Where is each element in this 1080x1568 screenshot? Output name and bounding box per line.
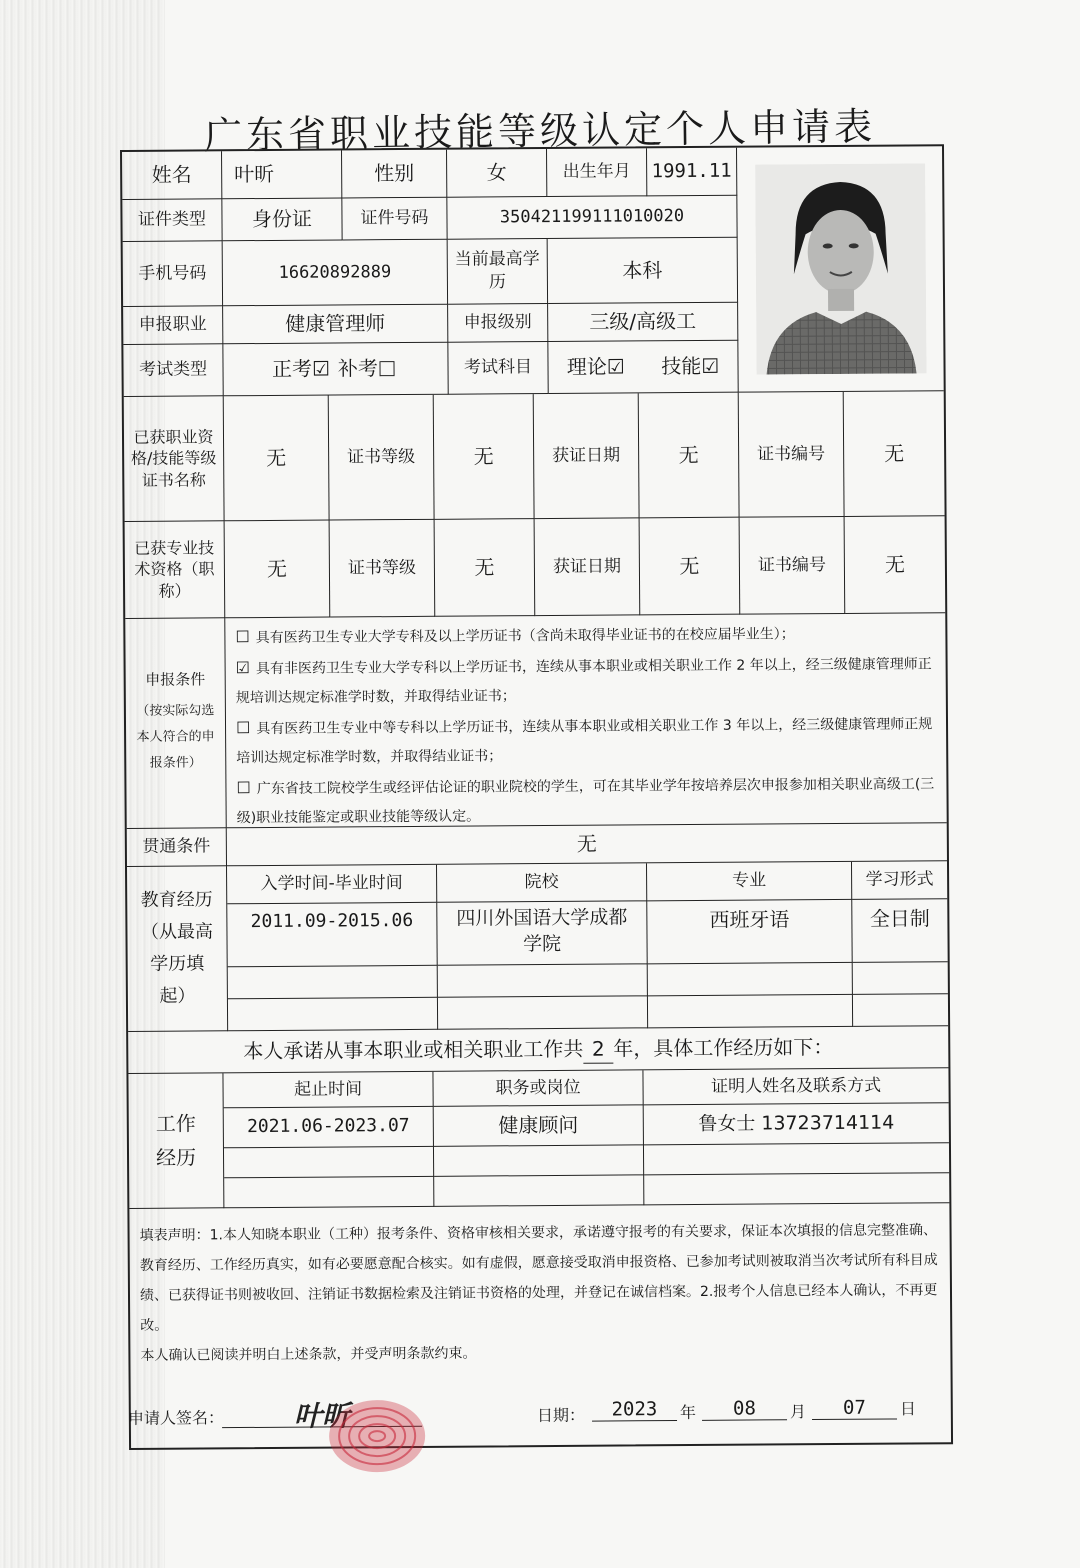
edu-header-school: 院校 bbox=[437, 863, 647, 902]
edu-header-major: 专业 bbox=[647, 862, 852, 901]
cert2-date-label: 获证日期 bbox=[535, 518, 641, 616]
edu-empty-cell bbox=[228, 966, 438, 999]
cert-no-value: 无 bbox=[844, 391, 945, 517]
birth-label: 出生年月 bbox=[547, 148, 647, 197]
cert-title-label: 已获专业技术资格（职称） bbox=[125, 521, 226, 619]
work-row-witness: 鲁女士 13723714114 bbox=[644, 1103, 949, 1145]
date-year[interactable]: 2023 bbox=[592, 1398, 677, 1422]
edu-header-mode: 学习形式 bbox=[852, 861, 947, 900]
subject-theory-checkbox[interactable]: ☑ bbox=[606, 354, 625, 379]
idno-label: 证件号码 bbox=[342, 198, 447, 241]
date-day[interactable]: 07 bbox=[812, 1396, 897, 1420]
conditions-list-cell bbox=[225, 613, 946, 828]
name-value: 叶昕 bbox=[222, 150, 342, 199]
date-day-unit: 日 bbox=[899, 1399, 917, 1419]
condition-checkbox[interactable]: ☑ bbox=[235, 658, 251, 678]
form-title: 广东省职业技能等级认定个人申请表 bbox=[203, 104, 877, 158]
signature-handwriting: 叶昕 bbox=[293, 1399, 351, 1433]
conditions-label-sub: （按实际勾选本人符合的申报条件） bbox=[136, 702, 215, 771]
subject-label: 考试科目 bbox=[448, 342, 548, 395]
work-commitment bbox=[128, 1026, 948, 1074]
condition-checkbox[interactable]: ☐ bbox=[236, 778, 251, 798]
subject-skill-label: 技能 bbox=[661, 353, 702, 379]
work-label: 工作经历 bbox=[128, 1073, 224, 1209]
condition-checkbox[interactable]: ☐ bbox=[235, 718, 251, 738]
cert-qualification-label: 已获职业资格/技能等级证书名称 bbox=[124, 396, 225, 522]
job-label: 申报职业 bbox=[123, 306, 223, 345]
exam-regular-checkbox[interactable]: ☑ bbox=[311, 356, 331, 381]
exam-makeup-checkbox[interactable] bbox=[380, 361, 395, 376]
cert-qualification-name: 无 bbox=[224, 396, 330, 522]
date-label: 日期： bbox=[536, 1405, 586, 1425]
phone-value: 16620892889 bbox=[223, 240, 448, 307]
examtype-label: 考试类型 bbox=[123, 344, 223, 397]
declaration-confirm: 本人确认已阅读并明白上述条款，并受声明条款约束。 bbox=[140, 1345, 477, 1364]
subject-skill-checkbox[interactable]: ☑ bbox=[701, 353, 720, 378]
photo-cell bbox=[737, 146, 944, 392]
work-header-position: 职务或岗位 bbox=[433, 1070, 643, 1106]
through-value: 无 bbox=[227, 823, 947, 866]
declaration-text: 填表声明：1.本人知晓本职业（工种）报考条件、资格审核相关要求，承诺遵守报考的有关要求，保证本次填报的信息完整准确、教育经历、工作经历真实，如有必要愿意配合核实。如有虚假，愿意接受取消申报资格、已参加考试则被取消当次考试所有科目成绩、已获得证书则被收回、注销证书数据检索及注销证书资格的处理，并登记在诚信档案。2.报考个人信息已经本人确认，不再更改。 bbox=[139, 1222, 938, 1334]
gender-label: 性别 bbox=[342, 150, 447, 199]
date-month-unit: 月 bbox=[789, 1402, 807, 1422]
cert-no-label: 证书编号 bbox=[739, 392, 845, 518]
edu-empty-cell bbox=[648, 995, 853, 1028]
commit-prefix: 本人承诺从事本职业或相关职业工作共 bbox=[243, 1036, 584, 1064]
fingerprint-icon bbox=[322, 1396, 433, 1477]
cert-grade-value: 无 bbox=[434, 394, 535, 520]
cert2-date-value: 无 bbox=[640, 518, 741, 616]
job-value: 健康管理师 bbox=[223, 305, 448, 345]
edu-row-school: 四川外国语大学成都学院 bbox=[437, 901, 647, 965]
cert2-grade-label: 证书等级 bbox=[330, 520, 436, 618]
condition-text: 具有非医药卫生专业大学专科以上学历证书，连续从事本职业或相关职业工作 2 年以上，经三级健康管理师正规培训达规定标准学时数，并取得结业证书； bbox=[235, 656, 932, 707]
work-empty-cell bbox=[644, 1173, 949, 1205]
through-label: 贯通条件 bbox=[127, 828, 227, 867]
subject-theory-label: 理论 bbox=[566, 354, 607, 379]
application-form bbox=[120, 144, 953, 1450]
cert2-no-label: 证书编号 bbox=[740, 517, 846, 615]
edu-empty-cell bbox=[853, 994, 948, 1027]
edu-empty-cell bbox=[228, 998, 438, 1031]
condition-item bbox=[235, 617, 935, 653]
cert-date-value: 无 bbox=[639, 393, 740, 519]
idtype-value: 身份证 bbox=[222, 198, 342, 241]
cert-grade-label: 证书等级 bbox=[329, 395, 435, 521]
condition-text: 具有医药卫生专业中等专科以上学历证书，连续从事本职业或相关职业工作 3 年以上，经三级健康管理师正规培训达规定标准学时数，并取得结业证书； bbox=[236, 716, 933, 767]
work-empty-cell bbox=[434, 1175, 644, 1206]
level-value: 三级/高级工 bbox=[548, 303, 738, 342]
work-empty-cell bbox=[224, 1147, 434, 1178]
edu-header-period: 入学时间-毕业时间 bbox=[227, 865, 437, 904]
work-empty-cell bbox=[644, 1143, 949, 1175]
work-row-period: 2021.06-2023.07 bbox=[224, 1107, 434, 1148]
phone-label: 手机号码 bbox=[123, 241, 223, 307]
edu-empty-cell bbox=[853, 962, 948, 995]
condition-item bbox=[236, 648, 936, 713]
exam-regular-label: 正考 bbox=[271, 356, 313, 381]
subject-options bbox=[548, 341, 738, 394]
idno-value: 350421199111010020 bbox=[447, 196, 737, 240]
condition-checkbox[interactable]: ☐ bbox=[235, 627, 250, 647]
level-label: 申报级别 bbox=[448, 304, 548, 343]
edu-value: 本科 bbox=[548, 238, 738, 304]
edu-row-mode: 全日制 bbox=[852, 899, 947, 963]
work-header-period: 起止时间 bbox=[223, 1072, 433, 1108]
examtype-options bbox=[223, 343, 448, 397]
date-year-unit: 年 bbox=[679, 1402, 697, 1422]
birth-value: 1991.11 bbox=[647, 148, 737, 197]
idtype-label: 证件类型 bbox=[122, 199, 222, 242]
edu-label: 当前最高学历 bbox=[448, 239, 548, 305]
work-row-position: 健康顾问 bbox=[434, 1105, 644, 1146]
condition-item bbox=[236, 708, 936, 773]
work-header-witness: 证明人姓名及联系方式 bbox=[643, 1068, 948, 1105]
gender-value: 女 bbox=[447, 149, 547, 198]
edu-empty-cell bbox=[648, 963, 853, 996]
cert2-no-value: 无 bbox=[845, 516, 946, 614]
condition-text: 广东省技工院校学生或经评估论证的职业院校的学生，可在其毕业学年按培养层次申报参加相关职业高级工(三级)职业技能鉴定或职业技能等级认定。 bbox=[236, 776, 935, 827]
edu-row-major: 西班牙语 bbox=[647, 900, 852, 964]
education-label: 教育经历（从最高学历填起） bbox=[127, 866, 228, 1032]
edu-empty-cell bbox=[438, 996, 648, 1029]
conditions-label bbox=[125, 618, 226, 829]
date-month[interactable]: 08 bbox=[702, 1397, 787, 1421]
edu-row-period: 2011.09-2015.06 bbox=[227, 903, 437, 967]
work-empty-cell bbox=[224, 1177, 434, 1208]
applicant-photo bbox=[755, 163, 926, 374]
edu-empty-cell bbox=[438, 964, 648, 997]
name-label: 姓名 bbox=[122, 151, 222, 200]
exam-makeup-label: 补考 bbox=[337, 356, 379, 381]
cert2-grade-value: 无 bbox=[435, 519, 536, 617]
cert-title-name: 无 bbox=[225, 521, 331, 619]
conditions-list bbox=[225, 613, 947, 837]
conditions-label-main: 申报条件 bbox=[145, 670, 206, 690]
signature-area bbox=[122, 1382, 942, 1448]
signature-label: 申请人签名： bbox=[127, 1408, 225, 1428]
commit-suffix: 年，具体工作经历如下： bbox=[613, 1035, 834, 1061]
cert-date-label: 获证日期 bbox=[534, 393, 640, 519]
commit-years: 2 bbox=[583, 1035, 613, 1063]
work-empty-cell bbox=[434, 1145, 644, 1176]
condition-text: 具有医药卫生专业大学专科及以上学历证书（含尚未取得毕业证书的在校应届毕业生）； bbox=[255, 626, 795, 647]
